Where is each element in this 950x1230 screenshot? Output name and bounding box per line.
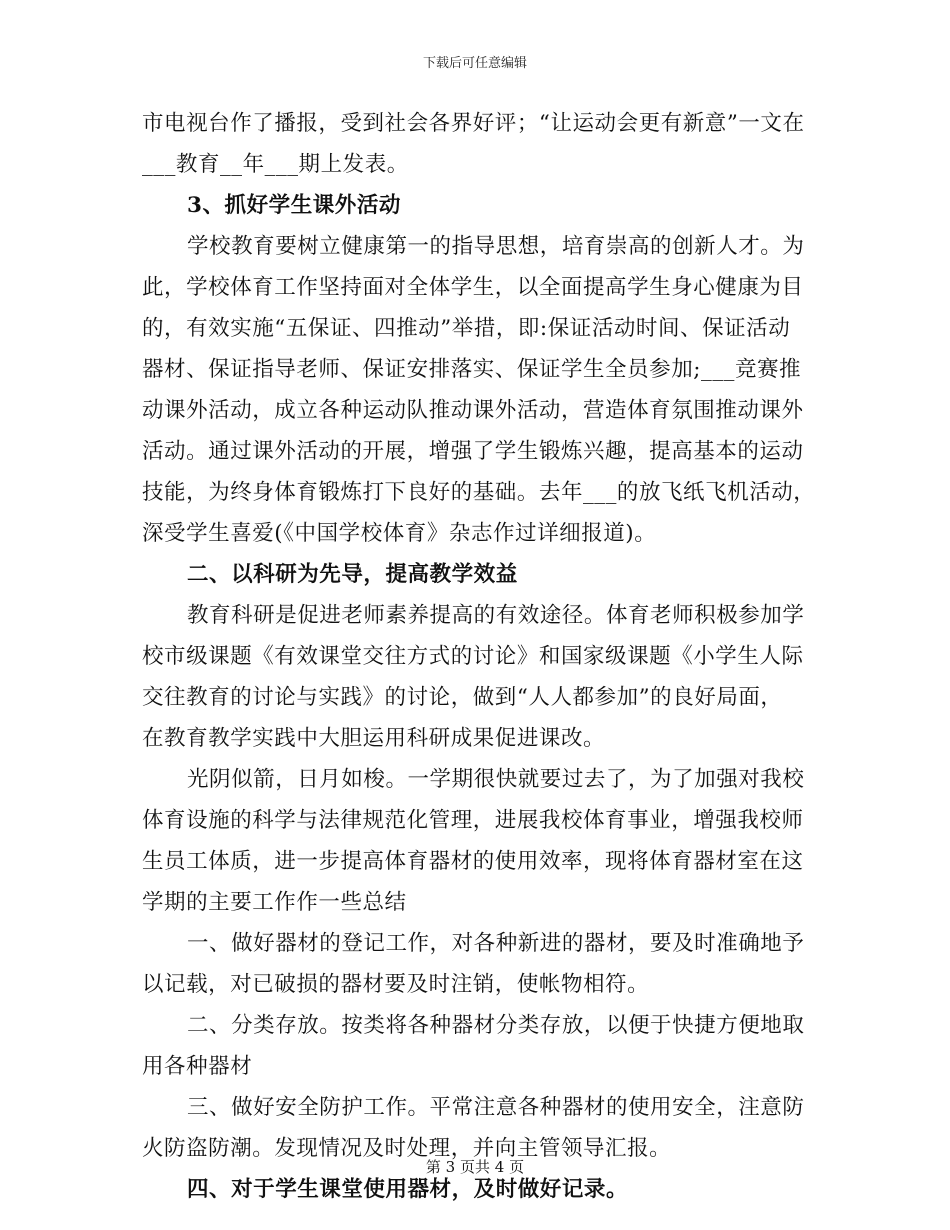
page-footer: 第 3 页共 4 页 <box>425 1158 525 1176</box>
paragraph-line: ___教育__年___期上发表。 <box>142 152 409 177</box>
paragraph-line: 体育设施的科学与法律规范化管理，进展我校体育事业，增强我校师 <box>142 808 804 833</box>
paragraph-line: 在教育教学实践中大胆运用科研成果促进课改。 <box>142 726 606 751</box>
paragraph-line: 生员工体质，进一步提高体育器材的使用效率，现将体育器材室在这 <box>142 849 804 874</box>
section-heading: 四、对于学生课堂使用器材，及时做好记录。 <box>187 1177 629 1202</box>
section-heading: 二、以科研为先导，提高教学效益 <box>187 562 518 587</box>
paragraph-line: 火防盗防潮。发现情况及时处理，并向主管领导汇报。 <box>142 1136 672 1161</box>
paragraph-line: 教育科研是促进老师素养提高的有效途径。体育老师积极参加学 <box>187 603 805 628</box>
paragraph-line: 交往教育的讨论与实践》的讨论，做到“人人都参加”的良好局面， <box>142 685 783 710</box>
paragraph-line: 活动。通过课外活动的开展，增强了学生锻炼兴趣，提高基本的运动 <box>142 439 804 464</box>
paragraph-line: 此，学校体育工作坚持面对全体学生，以全面提高学生身心健康为目 <box>142 275 804 300</box>
paragraph-line: 市电视台作了播报，受到社会各界好评；“让运动会更有新意”一文在 <box>142 111 805 136</box>
document-body <box>142 103 822 1210</box>
paragraph-line: 二、分类存放。按类将各种器材分类存放，以便于快捷方便地取 <box>187 1013 805 1038</box>
paragraph-line: 一、做好器材的登记工作，对各种新进的器材，要及时准确地予 <box>187 931 805 956</box>
paragraph-line: 器材、保证指导老师、保证安排落实、保证学生全员参加;___竞赛推 <box>142 357 802 382</box>
paragraph-line: 三、做好安全防护工作。平常注意各种器材的使用安全，注意防 <box>187 1095 805 1120</box>
paragraph-line: 用各种器材 <box>142 1054 253 1079</box>
page-header: 下载后可任意编辑 <box>422 56 527 71</box>
paragraph-line: 深受学生喜爱(《中国学校体育》杂志作过详细报道)。 <box>142 521 657 546</box>
paragraph-line: 技能，为终身体育锻炼打下良好的基础。去年___的放飞纸飞机活动， <box>142 480 816 505</box>
section-heading: 3、抓好学生课外活动 <box>187 193 401 218</box>
paragraph-line: 学校教育要树立健康第一的指导思想，培育崇高的创新人才。为 <box>187 234 805 259</box>
paragraph-line: 以记载，对已破损的器材要及时注销，使帐物相符。 <box>142 972 650 997</box>
paragraph-line: 校市级课题《有效课堂交往方式的讨论》和国家级课题《小学生人际 <box>142 644 804 669</box>
paragraph-line: 学期的主要工作作一些总结 <box>142 890 407 915</box>
paragraph-line: 的，有效实施“五保证、四推动”举措，即:保证活动时间、保证活动 <box>142 316 791 341</box>
paragraph-line: 动课外活动，成立各种运动队推动课外活动，营造体育氛围推动课外 <box>142 398 804 423</box>
paragraph-line: 光阴似箭，日月如梭。一学期很快就要过去了，为了加强对我校 <box>187 767 805 792</box>
